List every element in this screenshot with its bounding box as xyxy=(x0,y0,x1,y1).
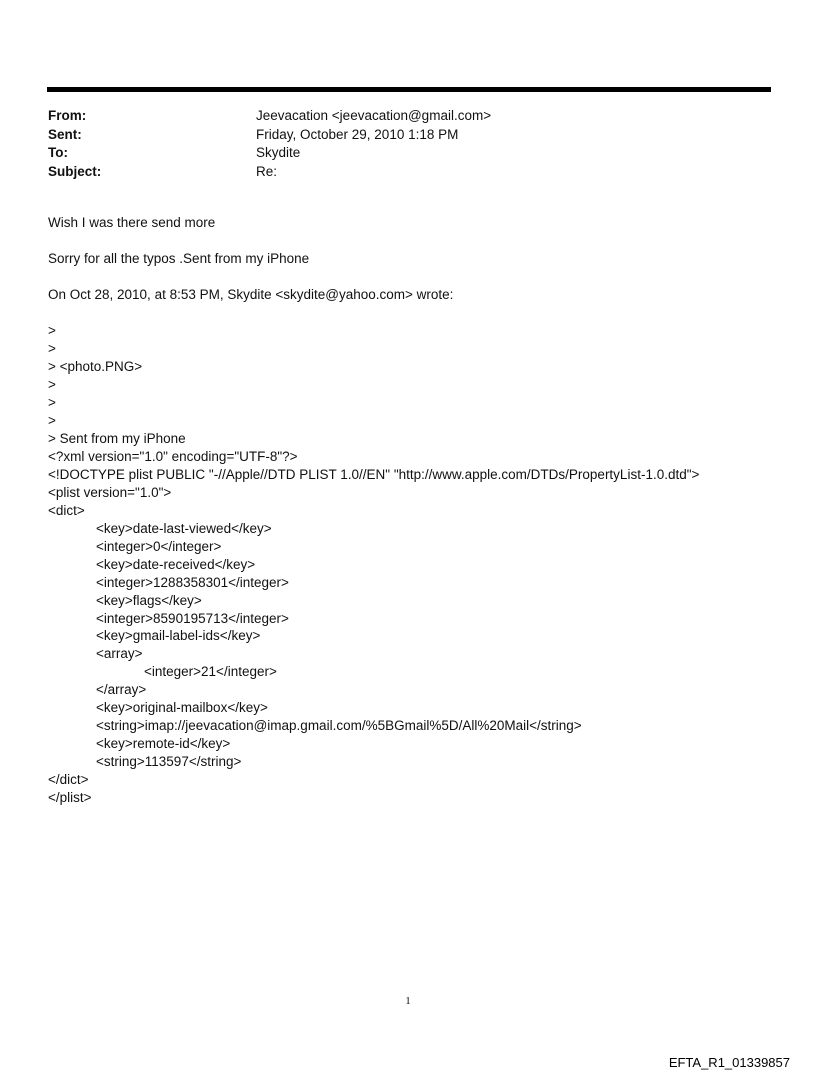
subject-label: Subject: xyxy=(48,163,102,179)
header-divider xyxy=(47,87,771,92)
to-label: To: xyxy=(48,145,68,160)
quoted-line: > xyxy=(48,376,56,392)
sent-value: Friday, October 29, 2010 1:18 PM xyxy=(256,126,459,142)
plist-entry: <key>date-received</key> xyxy=(96,556,256,572)
plist-entry: <string>113597</string> xyxy=(96,754,242,770)
plist-entry: <array> xyxy=(96,646,143,662)
body-line: On Oct 28, 2010, at 8:53 PM, Skydite <skydite@yahoo.com> wrote: xyxy=(48,287,454,302)
plist-xml-declaration: <?xml version="1.0" encoding="UTF-8"?> xyxy=(48,448,298,464)
quoted-line: > Sent from my iPhone xyxy=(48,430,186,446)
to-row xyxy=(48,144,748,163)
plist-entry: <integer>1288358301</integer> xyxy=(96,574,289,590)
email-body xyxy=(48,214,788,322)
sent-row xyxy=(48,126,748,145)
page-number: 1 xyxy=(405,995,411,1007)
plist-entry: <key>remote-id</key> xyxy=(96,736,231,752)
subject-row xyxy=(48,163,748,182)
plist-entry: <key>date-last-viewed</key> xyxy=(96,520,272,536)
sent-label: Sent: xyxy=(48,126,82,142)
body-line: Wish I was there send more xyxy=(48,215,216,230)
email-header xyxy=(48,107,748,181)
quoted-line: > xyxy=(48,412,56,428)
quoted-line: > <photo.PNG> xyxy=(48,358,143,374)
subject-value: Re: xyxy=(256,163,278,179)
plist-open-tag: <plist version="1.0"> xyxy=(48,484,172,500)
plist-entry: <key>flags</key> xyxy=(96,592,202,608)
plist-entry: </array> xyxy=(96,682,147,698)
plist-entry: <integer>8590195713</integer> xyxy=(96,610,289,626)
plist-array-item: <integer>21</integer> xyxy=(144,664,277,680)
quoted-message xyxy=(48,322,788,807)
from-value: Jeevacation <jeevacation@gmail.com> xyxy=(256,108,492,123)
dict-close-tag: </dict> xyxy=(48,772,89,788)
bates-number: EFTA_R1_01339857 xyxy=(668,1055,790,1070)
body-line: Sorry for all the typos .Sent from my iPhone xyxy=(48,251,310,266)
dict-open-tag: <dict> xyxy=(48,502,85,518)
quoted-line: > xyxy=(48,340,56,356)
plist-entry: <key>original-mailbox</key> xyxy=(96,700,268,716)
plist-doctype: <!DOCTYPE plist PUBLIC "-//Apple//DTD PLIST 1.0//EN" "http://www.apple.com/DTDs/PropertyList-1.0.dtd"> xyxy=(48,466,700,482)
quoted-line: > xyxy=(48,323,56,338)
from-label: From: xyxy=(48,108,87,123)
plist-entry: <key>gmail-label-ids</key> xyxy=(96,628,261,644)
plist-close-tag: </plist> xyxy=(48,790,92,806)
to-value: Skydite xyxy=(256,145,301,160)
plist-entry: <string>imap://jeevacation@imap.gmail.com/%5BGmail%5D/All%20Mail</string> xyxy=(96,718,582,734)
plist-entry: <integer>0</integer> xyxy=(96,538,222,554)
from-row xyxy=(48,107,748,126)
quoted-line: > xyxy=(48,394,56,410)
